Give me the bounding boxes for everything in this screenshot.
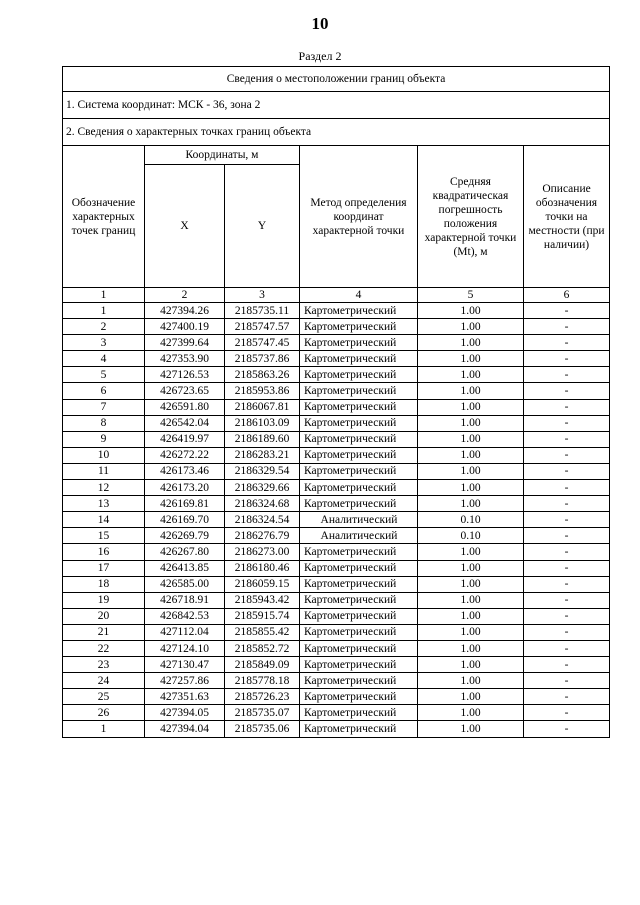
cell-point: 10 <box>63 447 145 463</box>
cell-x: 426723.65 <box>145 383 225 399</box>
cell-y: 2185849.09 <box>225 657 300 673</box>
column-numbers-row <box>63 288 610 303</box>
cell-accuracy: 1.00 <box>418 657 524 673</box>
cell-x: 427394.26 <box>145 303 225 319</box>
cell-point: 17 <box>63 560 145 576</box>
cell-method: Картометрический <box>300 480 418 496</box>
cell-y: 2185735.07 <box>225 705 300 721</box>
cell-method: Картометрический <box>300 351 418 367</box>
cell-accuracy: 1.00 <box>418 303 524 319</box>
cell-point: 20 <box>63 608 145 624</box>
cell-method: Картометрический <box>300 415 418 431</box>
cell-y: 2186324.68 <box>225 496 300 512</box>
cell-point: 2 <box>63 319 145 335</box>
cell-y: 2186059.15 <box>225 576 300 592</box>
cell-y: 2186180.46 <box>225 560 300 576</box>
cell-point: 16 <box>63 544 145 560</box>
cell-point: 8 <box>63 415 145 431</box>
cell-y: 2185735.11 <box>225 303 300 319</box>
cell-accuracy: 1.00 <box>418 335 524 351</box>
table-row <box>63 496 610 512</box>
cell-y: 2186189.60 <box>225 431 300 447</box>
cell-description: - <box>524 640 610 656</box>
cell-description: - <box>524 608 610 624</box>
cell-x: 426419.97 <box>145 431 225 447</box>
cell-accuracy: 1.00 <box>418 319 524 335</box>
cell-method: Картометрический <box>300 463 418 479</box>
cell-description: - <box>524 351 610 367</box>
cell-accuracy: 1.00 <box>418 624 524 640</box>
cell-method: Картометрический <box>300 576 418 592</box>
table-title: Сведения о местоположении границ объекта <box>63 67 610 92</box>
cell-method: Картометрический <box>300 657 418 673</box>
cell-x: 427394.04 <box>145 721 225 737</box>
cell-y: 2186324.54 <box>225 512 300 528</box>
cell-x: 426591.80 <box>145 399 225 415</box>
table-row <box>63 447 610 463</box>
table-row <box>63 705 610 721</box>
cell-method: Картометрический <box>300 447 418 463</box>
table-row <box>63 351 610 367</box>
cell-x: 427399.64 <box>145 335 225 351</box>
cell-point: 25 <box>63 689 145 705</box>
cell-accuracy: 1.00 <box>418 463 524 479</box>
cell-y: 2186329.66 <box>225 480 300 496</box>
cell-accuracy: 1.00 <box>418 431 524 447</box>
coordinate-system: 1. Система координат: МСК - 36, зона 2 <box>63 92 610 119</box>
table-row <box>63 528 610 544</box>
cell-method: Картометрический <box>300 673 418 689</box>
cell-x: 427124.10 <box>145 640 225 656</box>
section-label: Раздел 2 <box>298 49 342 63</box>
cell-point: 1 <box>63 721 145 737</box>
cell-description: - <box>524 657 610 673</box>
table-row <box>63 383 610 399</box>
cell-y: 2185747.57 <box>225 319 300 335</box>
cell-accuracy: 1.00 <box>418 496 524 512</box>
table-row <box>63 303 610 319</box>
cell-description: - <box>524 496 610 512</box>
cell-description: - <box>524 576 610 592</box>
cell-point: 11 <box>63 463 145 479</box>
cell-x: 426173.20 <box>145 480 225 496</box>
table-row <box>63 415 610 431</box>
cell-point: 26 <box>63 705 145 721</box>
cell-x: 426585.00 <box>145 576 225 592</box>
cell-accuracy: 1.00 <box>418 367 524 383</box>
cell-description: - <box>524 592 610 608</box>
table-title-row <box>63 67 610 92</box>
cell-method: Картометрический <box>300 705 418 721</box>
cell-y: 2185855.42 <box>225 624 300 640</box>
cell-description: - <box>524 399 610 415</box>
cell-description: - <box>524 560 610 576</box>
cell-method: Аналитический <box>300 528 418 544</box>
table-body <box>63 303 610 738</box>
cell-accuracy: 1.00 <box>418 544 524 560</box>
cell-point: 3 <box>63 335 145 351</box>
cell-method: Картометрический <box>300 640 418 656</box>
cell-x: 426267.80 <box>145 544 225 560</box>
table-row <box>63 399 610 415</box>
points-heading-row <box>63 119 610 146</box>
cell-y: 2186276.79 <box>225 528 300 544</box>
cell-y: 2186283.21 <box>225 447 300 463</box>
cell-method: Картометрический <box>300 496 418 512</box>
cell-point: 7 <box>63 399 145 415</box>
cell-accuracy: 1.00 <box>418 705 524 721</box>
cell-x: 426269.79 <box>145 528 225 544</box>
cell-y: 2185863.26 <box>225 367 300 383</box>
table-row <box>63 367 610 383</box>
cell-description: - <box>524 624 610 640</box>
cell-y: 2186067.81 <box>225 399 300 415</box>
cell-y: 2185735.06 <box>225 721 300 737</box>
cell-method: Картометрический <box>300 303 418 319</box>
cell-accuracy: 1.00 <box>418 689 524 705</box>
table-row <box>63 480 610 496</box>
cell-method: Картометрический <box>300 560 418 576</box>
header-point-designation: Обозначение характерных точек границ <box>63 146 145 288</box>
cell-point: 5 <box>63 367 145 383</box>
points-heading: 2. Сведения о характерных точках границ объекта <box>63 119 610 146</box>
cell-description: - <box>524 544 610 560</box>
page-number: 10 <box>311 14 329 33</box>
cell-method: Картометрический <box>300 689 418 705</box>
cell-method: Картометрический <box>300 608 418 624</box>
cell-y: 2186329.54 <box>225 463 300 479</box>
cell-accuracy: 1.00 <box>418 383 524 399</box>
cell-method: Картометрический <box>300 592 418 608</box>
cell-point: 24 <box>63 673 145 689</box>
cell-method: Картометрический <box>300 544 418 560</box>
column-number: 5 <box>418 288 524 303</box>
cell-description: - <box>524 528 610 544</box>
cell-accuracy: 1.00 <box>418 415 524 431</box>
cell-description: - <box>524 689 610 705</box>
cell-x: 427112.04 <box>145 624 225 640</box>
table-row <box>63 689 610 705</box>
cell-x: 426413.85 <box>145 560 225 576</box>
cell-method: Картометрический <box>300 431 418 447</box>
cell-accuracy: 1.00 <box>418 351 524 367</box>
cell-x: 426272.22 <box>145 447 225 463</box>
cell-accuracy: 1.00 <box>418 399 524 415</box>
cell-description: - <box>524 463 610 479</box>
header-y: Y <box>225 165 300 288</box>
cell-accuracy: 1.00 <box>418 480 524 496</box>
cell-y: 2185915.74 <box>225 608 300 624</box>
cell-point: 18 <box>63 576 145 592</box>
cell-x: 426542.04 <box>145 415 225 431</box>
column-number: 2 <box>145 288 225 303</box>
cell-method: Картометрический <box>300 383 418 399</box>
cell-y: 2185852.72 <box>225 640 300 656</box>
cell-description: - <box>524 480 610 496</box>
column-number: 4 <box>300 288 418 303</box>
cell-method: Аналитический <box>300 512 418 528</box>
cell-description: - <box>524 303 610 319</box>
cell-point: 21 <box>63 624 145 640</box>
cell-description: - <box>524 319 610 335</box>
cell-point: 19 <box>63 592 145 608</box>
cell-accuracy: 1.00 <box>418 608 524 624</box>
cell-point: 23 <box>63 657 145 673</box>
cell-point: 14 <box>63 512 145 528</box>
cell-x: 426173.46 <box>145 463 225 479</box>
cell-point: 15 <box>63 528 145 544</box>
cell-accuracy: 1.00 <box>418 576 524 592</box>
cell-description: - <box>524 512 610 528</box>
cell-description: - <box>524 335 610 351</box>
cell-description: - <box>524 431 610 447</box>
header-x: X <box>145 165 225 288</box>
cell-y: 2186103.09 <box>225 415 300 431</box>
boundary-points-table <box>62 66 610 738</box>
table-row <box>63 512 610 528</box>
cell-x: 426169.81 <box>145 496 225 512</box>
table-row <box>63 673 610 689</box>
cell-x: 426718.91 <box>145 592 225 608</box>
table-row <box>63 624 610 640</box>
cell-point: 1 <box>63 303 145 319</box>
cell-description: - <box>524 721 610 737</box>
header-accuracy: Средняя квадратическая погрешность положения характерной точки (Mt), м <box>418 146 524 288</box>
table-row <box>63 608 610 624</box>
cell-accuracy: 1.00 <box>418 560 524 576</box>
cell-point: 22 <box>63 640 145 656</box>
cell-point: 13 <box>63 496 145 512</box>
cell-description: - <box>524 367 610 383</box>
cell-description: - <box>524 673 610 689</box>
cell-x: 426842.53 <box>145 608 225 624</box>
cell-method: Картометрический <box>300 624 418 640</box>
table-row <box>63 576 610 592</box>
column-number: 1 <box>63 288 145 303</box>
cell-method: Картометрический <box>300 399 418 415</box>
cell-point: 12 <box>63 480 145 496</box>
cell-description: - <box>524 415 610 431</box>
table-row <box>63 560 610 576</box>
table-row <box>63 657 610 673</box>
cell-y: 2185726.23 <box>225 689 300 705</box>
cell-point: 6 <box>63 383 145 399</box>
cell-description: - <box>524 447 610 463</box>
cell-x: 427394.05 <box>145 705 225 721</box>
table-row <box>63 431 610 447</box>
table-row <box>63 721 610 737</box>
cell-y: 2185943.42 <box>225 592 300 608</box>
cell-accuracy: 1.00 <box>418 640 524 656</box>
cell-point: 9 <box>63 431 145 447</box>
cell-method: Картометрический <box>300 319 418 335</box>
cell-y: 2185737.86 <box>225 351 300 367</box>
table-row <box>63 592 610 608</box>
column-number: 3 <box>225 288 300 303</box>
cell-description: - <box>524 383 610 399</box>
cell-accuracy: 1.00 <box>418 592 524 608</box>
cell-x: 426169.70 <box>145 512 225 528</box>
table-row <box>63 544 610 560</box>
table-row <box>63 463 610 479</box>
cell-x: 427257.86 <box>145 673 225 689</box>
header-description: Описание обозначения точки на местности (при наличии) <box>524 146 610 288</box>
column-number: 6 <box>524 288 610 303</box>
cell-x: 427130.47 <box>145 657 225 673</box>
cell-accuracy: 1.00 <box>418 447 524 463</box>
cell-accuracy: 0.10 <box>418 512 524 528</box>
cell-y: 2185778.18 <box>225 673 300 689</box>
cell-method: Картометрический <box>300 367 418 383</box>
coordinate-system-row <box>63 92 610 119</box>
header-coordinates: Координаты, м <box>145 146 300 165</box>
cell-description: - <box>524 705 610 721</box>
cell-method: Картометрический <box>300 721 418 737</box>
table-row <box>63 335 610 351</box>
cell-y: 2185953.86 <box>225 383 300 399</box>
cell-y: 2185747.45 <box>225 335 300 351</box>
cell-x: 427126.53 <box>145 367 225 383</box>
cell-x: 427351.63 <box>145 689 225 705</box>
cell-accuracy: 1.00 <box>418 673 524 689</box>
cell-accuracy: 1.00 <box>418 721 524 737</box>
cell-method: Картометрический <box>300 335 418 351</box>
cell-x: 427353.90 <box>145 351 225 367</box>
cell-point: 4 <box>63 351 145 367</box>
table-row <box>63 319 610 335</box>
cell-accuracy: 0.10 <box>418 528 524 544</box>
table-row <box>63 640 610 656</box>
cell-x: 427400.19 <box>145 319 225 335</box>
cell-y: 2186273.00 <box>225 544 300 560</box>
header-method: Метод определения координат характерной точки <box>300 146 418 288</box>
